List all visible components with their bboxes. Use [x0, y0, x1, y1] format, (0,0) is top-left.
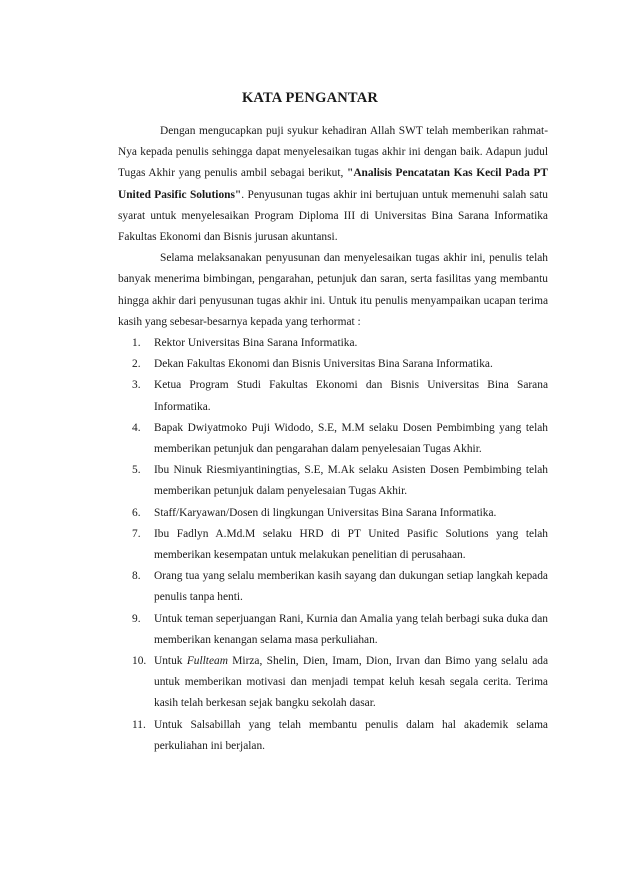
intro-paragraph	[118, 121, 548, 248]
acknowledgement-list	[118, 333, 548, 757]
acknowledgement-paragraph: Selama melaksanakan penyusunan dan menyelesaikan tugas akhir ini, penulis telah banyak menerima bimbingan, pengarahan, petunjuk dan saran, serta fasilitas yang membantu hingga akhir dari penyusunan tugas akhir ini. Untuk itu penulis menyampaikan ucapan terima kasih yang sebesar-besarnya kepada yang terhormat :	[118, 252, 548, 328]
item-number: 8.	[132, 570, 141, 583]
item-text: Rektor Universitas Bina Sarana Informatika.	[154, 337, 358, 350]
item-number: 11.	[132, 718, 146, 731]
list-item	[118, 460, 548, 502]
item-text: Untuk teman seperjuangan Rani, Kurnia dan Amalia yang telah berbagi suka duka dan memberikan kenangan selama masa perkuliahan.	[154, 612, 548, 646]
thesis-title: "Analisis Pencatatan Kas Kecil Pada PT United Pasific Solutions"	[118, 167, 548, 201]
item-number: 5.	[132, 464, 141, 477]
page-title: KATA PENGANTAR	[241, 90, 379, 106]
item-number: 9.	[132, 612, 141, 625]
list-item	[118, 375, 548, 417]
item-number: 2.	[132, 358, 141, 371]
item-number: 3.	[132, 379, 141, 392]
item-text: Mirza, Shelin, Dien, Imam, Dion, Irvan dan Bimo yang selalu ada untuk memberikan motivasi dan menjadi tempat keluh kesah segala cerita. Terima kasih telah berkesan sejak bangku sekolah dasar.	[154, 655, 549, 710]
item-number: 1.	[132, 337, 141, 350]
intro-text-start: Dengan mengucapkan puji syukur kehadiran Allah SWT telah memberikan rahmat-Nya kepada penulis sehingga dapat menyelesaikan tugas akhir ini dengan baik. Adapun judul Tugas Akhir yang penulis ambil sebagai berikut,	[118, 125, 548, 180]
item-number: 4.	[132, 421, 141, 434]
list-item	[118, 609, 548, 651]
item-text-prefix: Untuk	[154, 655, 187, 668]
item-text: Staff/Karyawan/Dosen di lingkungan Universitas Bina Sarana Informatika.	[154, 506, 497, 519]
item-text: Ibu Ninuk Riesmiyantiningtias, S.E, M.Ak selaku Asisten Dosen Pembimbing telah memberikan petunjuk dalam penyelesaian Tugas Akhir.	[154, 464, 548, 498]
list-item	[118, 418, 548, 460]
list-item	[118, 354, 548, 375]
intro-text-end: . Penyusunan tugas akhir ini bertujuan untuk memenuhi salah satu syarat untuk menyelesaikan Program Diploma III di Universitas Bina Sarana Informatika Fakultas Ekonomi dan Bisnis jurusan akuntansi.	[118, 188, 548, 244]
list-item	[118, 715, 548, 757]
item-text: Bapak Dwiyatmoko Puji Widodo, S.E, M.M selaku Dosen Pembimbing yang telah memberikan petunjuk dan pengarahan dalam penyelesaian Tugas Akhir.	[154, 421, 548, 456]
list-item	[118, 524, 548, 566]
item-text-italic: Fullteam	[186, 655, 228, 668]
item-text: Ketua Program Studi Fakultas Ekonomi dan Bisnis Universitas Bina Sarana Informatika.	[154, 379, 548, 413]
item-text: Untuk Salsabillah yang telah membantu penulis dalam hal akademik selama perkuliahan ini berjalan.	[154, 718, 548, 752]
item-text: Ibu Fadlyn A.Md.M selaku HRD di PT United Pasific Solutions yang telah memberikan kesempatan untuk melakukan penelitian di perusahaan.	[154, 527, 548, 562]
item-text: Orang tua yang selalu memberikan kasih sayang dan dukungan setiap langkah kepada penulis tanpa henti.	[154, 570, 548, 604]
list-item	[118, 566, 548, 608]
item-number: 10.	[132, 655, 147, 668]
list-item	[118, 503, 548, 524]
item-number: 7.	[132, 527, 141, 540]
item-text: Dekan Fakultas Ekonomi dan Bisnis Universitas Bina Sarana Informatika.	[154, 358, 493, 371]
item-number: 6.	[132, 506, 141, 519]
list-item	[118, 651, 548, 715]
list-item	[118, 333, 548, 354]
document-body	[118, 121, 548, 757]
